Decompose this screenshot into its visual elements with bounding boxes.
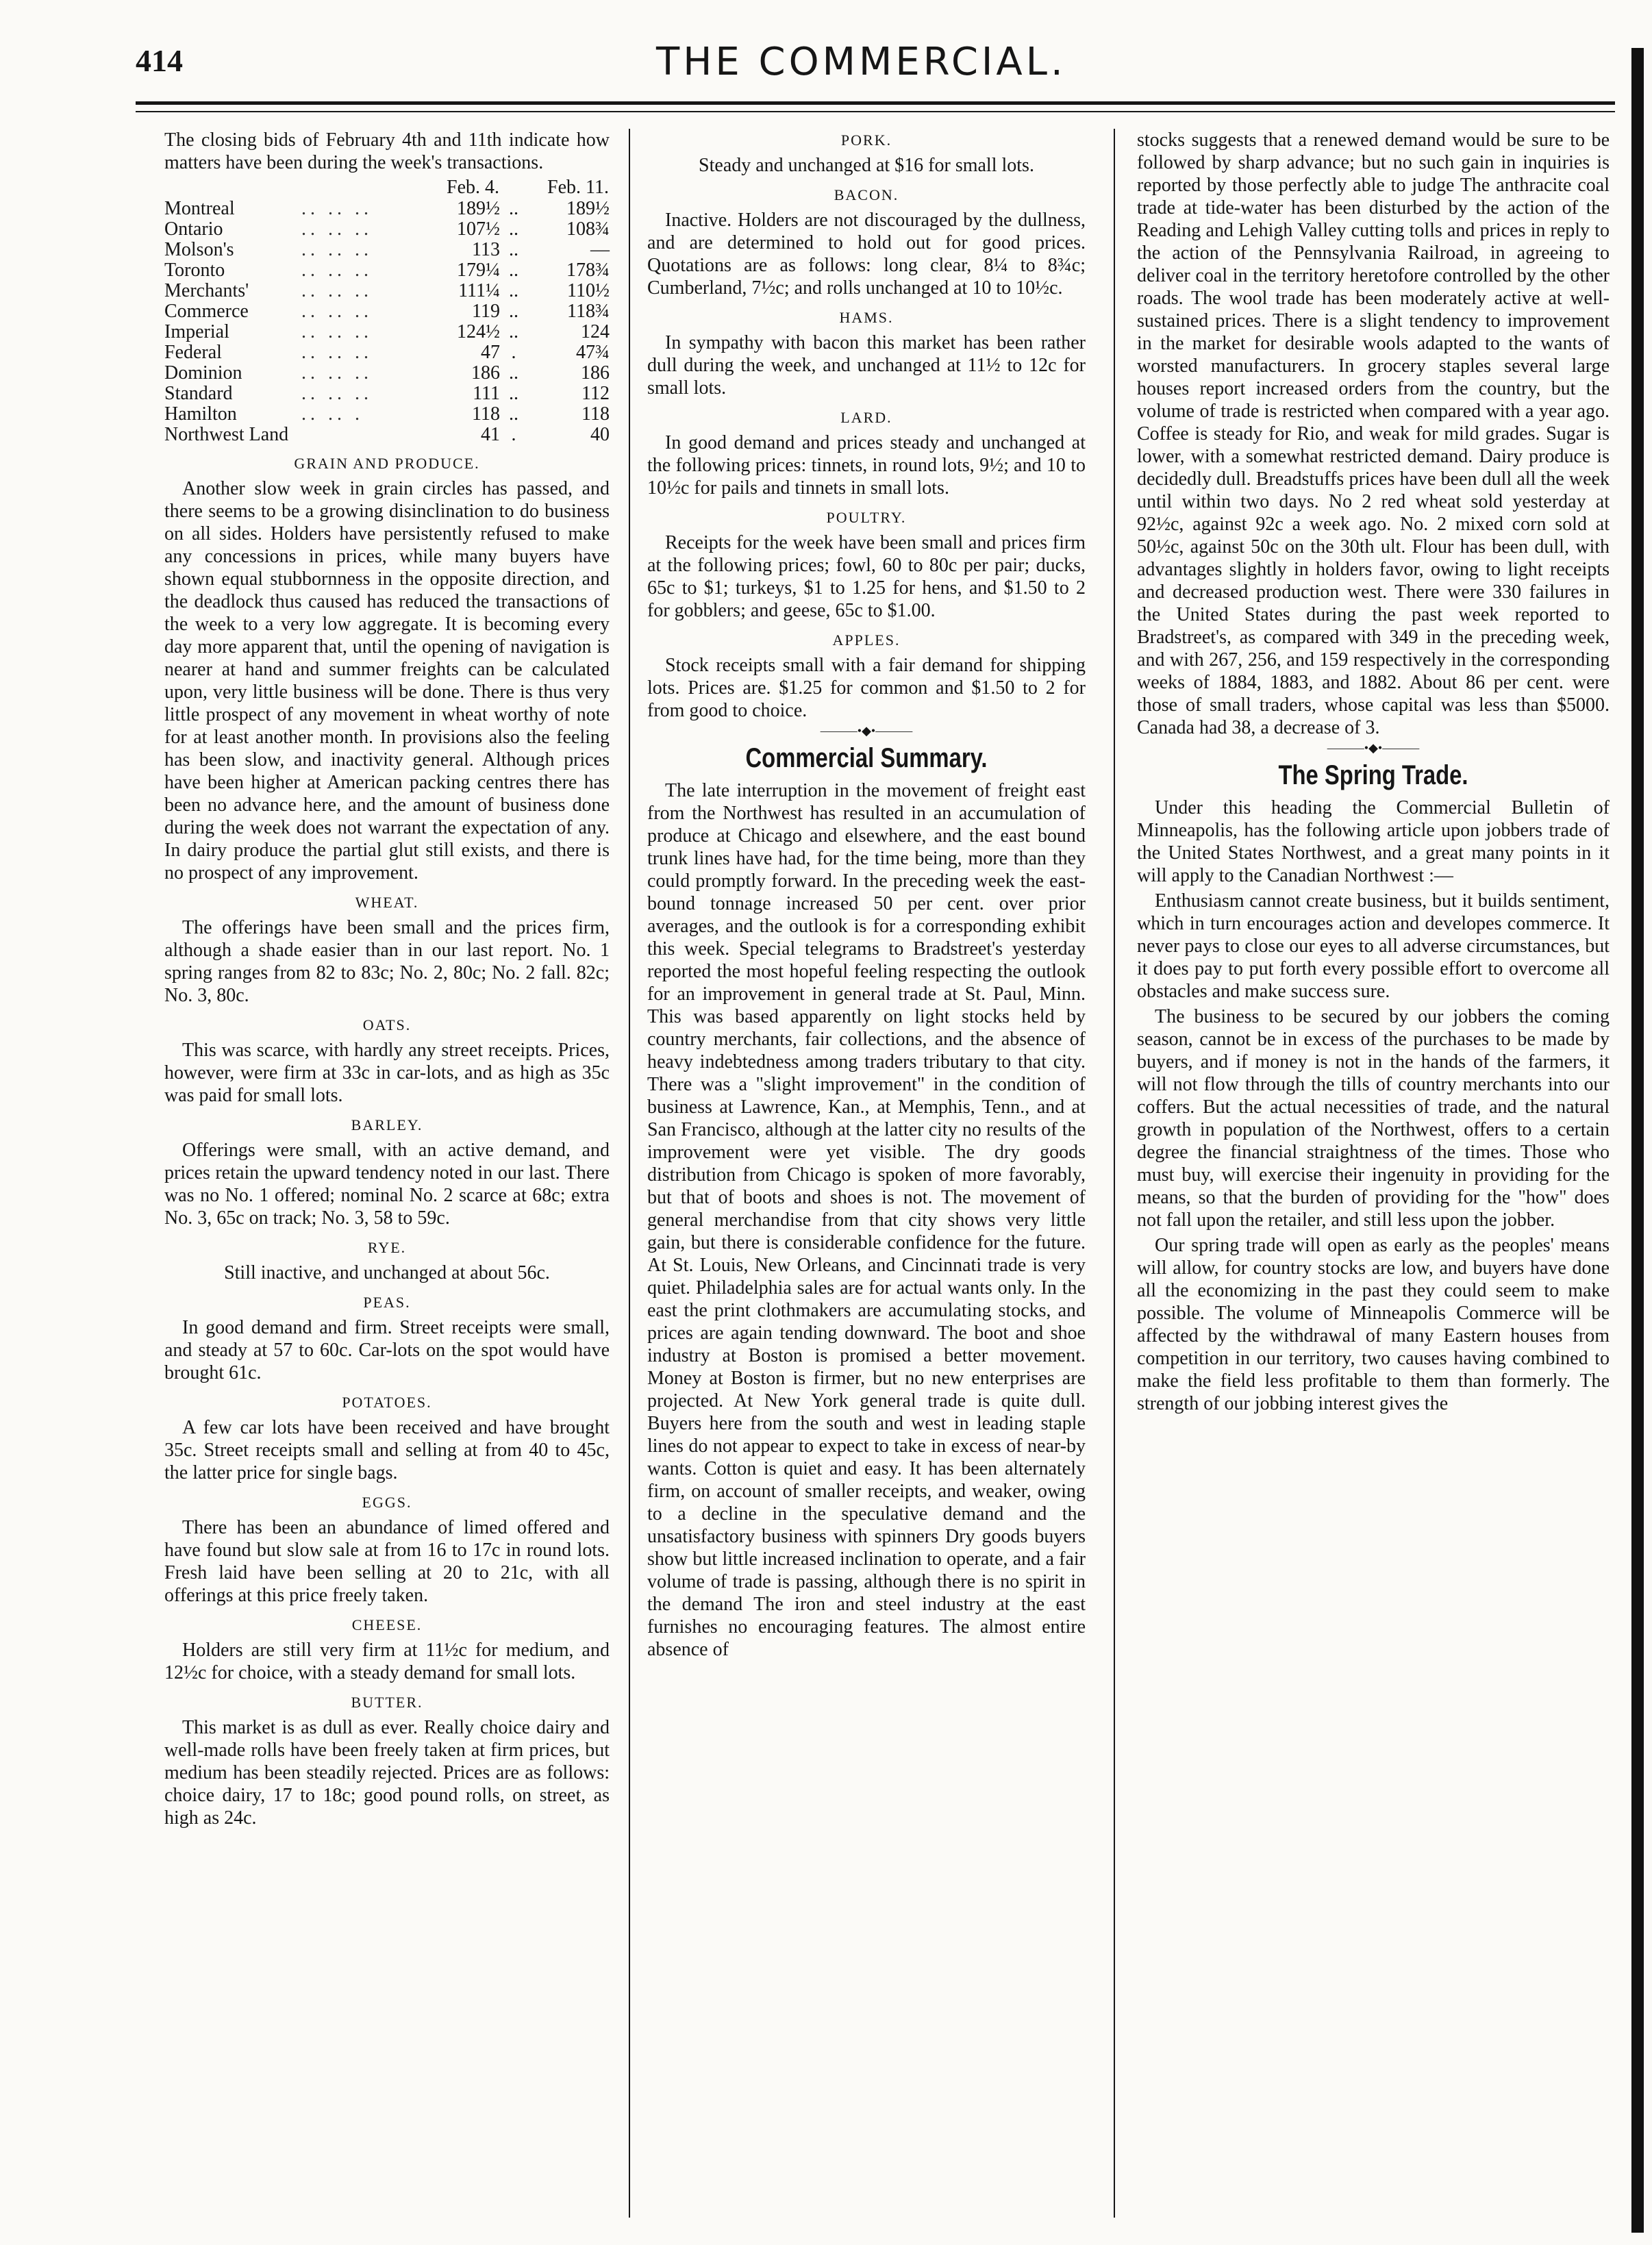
table-header-row <box>164 177 610 199</box>
rye-heading: RYE. <box>367 1239 407 1256</box>
wheat-heading: WHEAT. <box>355 894 419 911</box>
table-row: Commerce .. .. .. 119 .. 118¾ <box>164 301 610 322</box>
page-header <box>136 42 1615 118</box>
summary-continued: stocks suggests that a renewed demand would be sure to be followed by sharp advance; but no such gain in inquiries is reported by those perfectly able to judge The anthracite coal trade at tide-water has been disturbed by the action of the Reading and Lehigh Valley cutting tolls and prices in reply to the action of the Pennsylvania Railroad, in agreeing to deliver coal in the territory heretofore controlled by the other roads. The wool trade has been moderately active at well-sustained prices. There is a slight tendency to improvement in the market for desirable wools adapted to the wants of worsted manufacturers. In grocery staples several large houses report increased orders from the country, but the volume of trade is restricted when compared with a year ago. Coffee is steady for Rio, and weak for mild grades. Sugar is lower, with a somewhat restricted demand. Dairy produce is decidedly dull. Breadstuffs prices have been dull all the week until within two days. No 2 red wheat sold yesterday at 92½c, against 92c a week ago. No. 2 mixed corn sold at 50½c, against 50c on the 30th ult. Flour has been dull, with advantages slightly in holders favor, owing to light receipts and decreased production west. There were 330 failures in the United States during the past week reported to Bradstreet's, as compared with 349 in the preceding week, and with 267, 256, and 159 respectively in the corresponding weeks of 1884, 1883, and 1882. About 86 per cent. were those of small traders, whose capital was less than $5000. Canada had 38, a decrease of 3. <box>1137 129 1610 738</box>
pork-heading: PORK. <box>840 131 892 149</box>
apples-heading: APPLES. <box>832 631 901 649</box>
hams-heading: HAMS. <box>839 309 894 326</box>
barley-text: Offerings were small, with an active demand, and prices retain the upward tendency noted in our last. There was no No. 1 offered; nominal No. 2 scarce at 68c; extra No. 3, 65c on track; No. 3, 58 to 59c. <box>164 1140 610 1229</box>
table-row: Ontario .. .. .. 107½ .. 108¾ <box>164 218 610 240</box>
table-row: Montreal .. .. .. 189½ .. 189½ <box>164 198 610 219</box>
spring-trade-p2: Enthusiasm cannot create business, but it builds sentiment, which in turn encourages action and developes commerce. It never pays to close our eyes to all adverse circumstances, but it does pay to put forth every possible effort to overcome all obstacles and make success sure. <box>1137 890 1610 1002</box>
bacon-heading: BACON. <box>834 186 899 203</box>
summary-text: The late interruption in the movement of freight east from the Northwest has resulted in an accumulation of produce at Chicago and elsewhere, and the east bound trunk lines have had, for the time being, more than they could promptly forward. In the preceding week the east-bound tonnage increased 50 per cent. over prior averages, and the outlook is for a corresponding exhibit this week. Special telegrams to Bradstreet's yesterday reported the most hopeful feeling respecting the outlook for an improvement in general trade at St. Paul, Minn. This was based apparently on light stocks held by country merchants, fair collections, and the absence of heavy indebtedness among traders tributary to that city. There was a "slight improvement" in the condition of business at Lawrence, Kan., at Memphis, Tenn., and at San Francisco, although at the latter city no results of the improvement were yet visible. The dry goods distribution from Chicago is spoken of more favorably, but that of boots and shoes is not. The movement of general merchandise from that city shows very little gain, but there is considerable confidence for the future. At St. Louis, New Orleans, and Cincinnati trade is very quiet. Philadelphia sales are for actual wants only. In the east the print clothmakers are accumulating stocks, and prices are again tending downward. The boot and shoe industry at Boston is promised a better movement. Money at Boston is firmer, but no new enterprises are projected. At New York general trade is quite dull. Buyers here from the south and west in leading staple lines do not appear to expect to take in excess of near-by wants. Cotton is quiet and easy. It has been alternately firm, on account of smaller receipts, and weaker, owing to a decline in the speculative demand and the unsatisfactory business with spinners Dry goods buyers show but little increased inclination to operate, and a fair volume of trade is passing, although there is no spirit in the demand The iron and steel industry at the east furnishes no encouraging features. The almost entire absence of <box>647 780 1086 1660</box>
pork-text: Steady and unchanged at $16 for small lots. <box>699 155 1034 176</box>
col-header-feb4: Feb. 4. <box>447 177 499 198</box>
butter-heading: BUTTER. <box>351 1694 423 1711</box>
lard-heading: LARD. <box>840 409 892 426</box>
wheat-text: The offerings have been small and the prices firm, although a shade easier than in our last report. No. 1 spring ranges from 82 to 83c; No. 2, 80c; No. 2 fall. 82c; No. 3, 80c. <box>164 917 610 1006</box>
table-row: Molson's .. .. .. 113 .. — <box>164 239 610 260</box>
eggs-heading: EGGS. <box>362 1494 412 1511</box>
potatoes-heading: POTATOES. <box>342 1394 432 1411</box>
cheese-heading: CHEESE. <box>351 1616 423 1633</box>
masthead-title: THE COMMERCIAL. <box>656 40 1066 84</box>
lard-text: In good demand and prices steady and unchanged at the following prices: tinnets, in round lots, 9½; and 10 to 10½c for pails and tinnets in small lots. <box>647 432 1086 499</box>
stocks-intro: The closing bids of February 4th and 11th indicate how matters have been during the week's transactions. <box>164 129 610 173</box>
peas-heading: PEAS. <box>363 1294 411 1311</box>
spring-trade-p3: The business to be secured by our jobbers the coming season, cannot be in excess of the purchases to be made by buyers, and if money is not in the hands of the farmers, it will not flow through the tills of country merchants into our coffers. But the actual necessities of trade, and the natural growth in population of the Northwest, offers to a certain degree the financial straightness of the times. Those who must buy, will exercise their ingenuity in providing for the means, so that the burden of providing for the "how" does not fall upon the retailer, and still less upon the jobber. <box>1137 1006 1610 1231</box>
potatoes-text: A few car lots have been received and have brought 35c. Street receipts small and selling at from 40 to 45c, the latter price for single bags. <box>164 1417 610 1483</box>
rye-text: Still inactive, and unchanged at about 56c. <box>224 1262 550 1283</box>
eggs-text: There has been an abundance of limed offered and have found but slow sale at from 16 to 17c in round lots. Fresh laid have been selling at 20 to 21c, with all offerings at this price freely taken. <box>164 1517 610 1606</box>
column-3 <box>1137 129 1610 1418</box>
peas-text: In good demand and firm. Street receipts were small, and steady at 57 to 60c. Car-lots on the spot would have brought 61c. <box>164 1317 610 1383</box>
hams-text: In sympathy with bacon this market has been rather dull during the week, and unchanged at 11½ to 12c for small lots. <box>647 332 1086 399</box>
stock-bids-table <box>164 177 610 445</box>
column-2 <box>647 129 1086 1664</box>
oats-text: This was scarce, with hardly any street receipts. Prices, however, were firm at 33c in car-lots, and as high as 35c was paid for small lots. <box>164 1040 610 1106</box>
table-row: Standard .. .. .. 111 .. 112 <box>164 383 610 404</box>
table-row: Merchants' .. .. .. 111¼ .. 110½ <box>164 280 610 301</box>
spring-trade-heading: The Spring Trade. <box>1278 760 1468 790</box>
oats-heading: OATS. <box>362 1016 412 1033</box>
header-rule-thin <box>136 111 1615 112</box>
bacon-text: Inactive. Holders are not discouraged by the dullness, and are determined to hold out for good prices. Quotations are as follows: long clear, 8¼ to 8¾c; Cumberland, 7½c; and rolls unchanged at 10 to 10½c. <box>647 210 1086 299</box>
table-row: Hamilton .. .. . 118 .. 118 <box>164 403 610 425</box>
table-row: Federal .. .. .. 47 . 47¾ <box>164 342 610 363</box>
page-number: 414 <box>136 43 183 78</box>
poultry-text: Receipts for the week have been small and prices firm at the following prices; fowl, 60 to 80c per pair; ducks, 65c to $1; turkeys, $1 to 1.25 for hens, and $1.50 to 2 for gobblers; and geese, 65c to $1.00. <box>647 532 1086 621</box>
header-rule <box>136 101 1615 105</box>
table-row: Toronto .. .. .. 179¼ .. 178¾ <box>164 260 610 281</box>
table-row: Imperial .. .. .. 124½ .. 124 <box>164 321 610 342</box>
page-edge-bar <box>1631 48 1644 2233</box>
section-ornament: ———•◆•——— <box>820 724 913 738</box>
poultry-heading: POULTRY. <box>826 509 907 526</box>
table-row: Dominion .. .. .. 186 .. 186 <box>164 362 610 384</box>
grain-heading: GRAIN AND PRODUCE. <box>294 455 480 472</box>
column-divider-2 <box>1114 129 1115 2218</box>
table-row: Northwest Land 41 . 40 <box>164 424 610 445</box>
barley-heading: BARLEY. <box>351 1116 423 1133</box>
col-header-feb11: Feb. 11. <box>547 177 609 198</box>
grain-text: Another slow week in grain circles has passed, and there seems to be a growing disinclination to do business on all sides. Holders have persistently refused to make any concessions in prices, while many buyers have shown equal stubbornness in the opposite direction, and the deadlock thus caused has reduced the transactions of the week to a very low aggregate. It is becoming every day more apparent that, until the opening of navigation is nearer at hand and summer freights can be calculated upon, very little business will be done. There is thus very little prospect of any movement in wheat worthy of note for at least another month. In provisions also the feeling has been slow, and inactivity general. Although prices have been higher at American packing centres there has been no advance here, and the amount of business done during the week does not warrant the expectation of any. In dairy produce the partial glut still exists, and there is no prospect of any improvement. <box>164 478 610 883</box>
summary-heading: Commercial Summary. <box>745 743 988 773</box>
column-1 <box>164 129 610 1832</box>
spring-trade-p1: Under this heading the Commercial Bulletin of Minneapolis, has the following article upon jobbers trade of the United States Northwest, and a great many points in it will apply to the Canadian Northwest :— <box>1137 797 1610 886</box>
spring-trade-p4: Our spring trade will open as early as the peoples' means will allow, for country stocks are low, and buyers have done all the economizing in the past they could seem to make possible. The volume of Minneapolis Commerce will be affected by the withdrawal of many Eastern houses from competition in our territory, two causes having combined to make the field less profitable to them than formerly. The strength of our jobbing interest gives the <box>1137 1235 1610 1414</box>
column-divider-1 <box>629 129 630 2218</box>
section-ornament: ———•◆•——— <box>1327 741 1420 755</box>
apples-text: Stock receipts small with a fair demand for shipping lots. Prices are. $1.25 for common and $1.50 to 2 for from good to choice. <box>647 655 1086 721</box>
cheese-text: Holders are still very firm at 11½c for medium, and 12½c for choice, with a steady demand for small lots. <box>164 1640 610 1683</box>
butter-text: This market is as dull as ever. Really choice dairy and well-made rolls have been freely taken at firm prices, but medium has been steadily rejected. Prices are as follows: choice dairy, 17 to 18c; good pound rolls, on street, as high as 24c. <box>164 1717 610 1829</box>
